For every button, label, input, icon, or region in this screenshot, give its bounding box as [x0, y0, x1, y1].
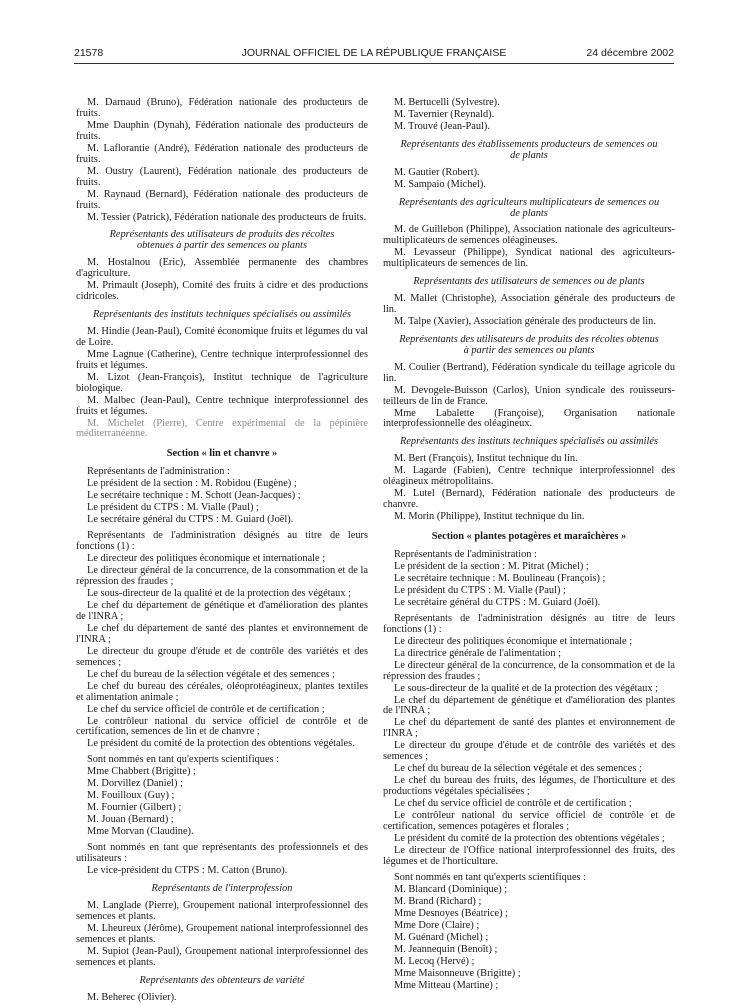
paragraph: M. Bertucelli (Sylvestre). [394, 97, 500, 108]
paragraph: Représentants de l'administration désignés au titre de leurs fonctions (1) : [76, 530, 368, 553]
paragraph: M. Tessier (Patrick), Fédération nationale des producteurs de fruits. [87, 211, 367, 223]
paragraph: M. de Guillebon (Philippe), Association nationale des agriculteurs-multiplicateurs de semences oléagineuses. [383, 224, 675, 247]
paragraph: M. Brand (Richard) ; [394, 895, 482, 907]
paragraph: Le chef du département de santé des plantes et environnement de l'INRA ; [383, 717, 675, 740]
paragraph: Mme Maisonneuve (Brigitte) ; [394, 967, 521, 979]
paragraph: Le président du comité de la protection des obtentions végétales. [87, 738, 355, 750]
paragraph: Le sous-directeur de la qualité et de la protection des végétaux ; [394, 682, 658, 694]
paragraph: M. Fouilloux (Guy) ; [87, 790, 175, 802]
paragraph: M. Fournier (Gilbert) ; [87, 802, 182, 814]
paragraph: Le secrétaire technique : M. Schott (Jean-Jacques) ; [87, 490, 301, 502]
paragraph: Mme Chabbert (Brigitte) ; [87, 766, 196, 778]
paragraph: M. Lecoq (Hervé) ; [394, 955, 475, 967]
subheading: Représentants des instituts techniques spécialisés ou assimilés [400, 436, 658, 448]
paragraph: M. Hostalnou (Eric), Assemblée permanente des chambres d'agriculture. [76, 257, 368, 280]
paragraph: Le directeur général de la concurrence, de la consommation et de la répression des fraudes ; [383, 659, 675, 682]
paragraph: Le secrétaire général du CTPS : M. Guiard (Joël). [87, 514, 294, 526]
paragraph: M. Michelet (Pierre), Centre expérimental de la pépinière méditerranéenne. [76, 417, 368, 440]
paragraph: M. Trouvé (Jean-Paul). [394, 121, 490, 132]
subheading: Représentants des utilisateurs de produits des récoltes obtenus à partir des semences ou plants [399, 333, 659, 356]
paragraph: M. Talpe (Xavier), Association générale des producteurs de lin. [394, 315, 656, 327]
header-rule [74, 63, 674, 64]
paragraph: Mme Desnoyes (Béatrice) ; [394, 907, 509, 919]
paragraph: Le président du comité de la protection des obtentions végétales ; [394, 833, 665, 845]
subheading: Représentants des agriculteurs multiplicateurs de semences ou de plants [398, 196, 660, 219]
paragraph: M. Lizot (Jean-François), Institut technique de l'agriculture biologique. [76, 371, 368, 394]
paragraph: Le secrétaire général du CTPS : M. Guiard (Joël). [394, 596, 601, 608]
paragraph: Le président de la section : M. Robidou (Eugène) ; [87, 478, 297, 490]
paragraph: M. Blancard (Dominique) ; [394, 883, 508, 895]
paragraph: M. Jouan (Bernard) ; [87, 814, 174, 826]
paragraph: M. Tavernier (Reynald). [394, 109, 495, 120]
journal-title: JOURNAL OFFICIEL DE LA RÉPUBLIQUE FRANÇAISE [241, 47, 507, 59]
subheading: Représentants de l'interprofession [151, 883, 293, 895]
paragraph: Le contrôleur national du service officiel de contrôle et de certification, semences potagères et florales ; [383, 810, 675, 833]
paragraph: M. Hindie (Jean-Paul), Comité économique fruits et légumes du val de Loire. [76, 325, 368, 348]
paragraph: Mme Dore (Claire) ; [394, 919, 480, 931]
subheading: Représentants des instituts techniques spécialisés ou assimilés [93, 308, 351, 320]
subheading: Représentants des utilisateurs de semences ou de plants [413, 276, 645, 288]
paragraph: M. Beherec (Olivier). [87, 991, 177, 1003]
paragraph: M. Dorvillez (Daniel) ; [87, 778, 183, 790]
paragraph: Mme Dauphin (Dynah), Fédération nationale des producteurs de fruits. [76, 119, 368, 142]
publication-date: 24 décembre 2002 [586, 47, 674, 59]
paragraph: Représentants de l'administration : [87, 466, 230, 478]
paragraph: Le chef du bureau de la sélection végétale et des semences ; [394, 763, 642, 775]
paragraph: Le contrôleur national du service officiel de contrôle et de certification, semences de lin et de chanvre ; [76, 715, 368, 738]
subheading: Représentants des obtenteurs de variété [139, 974, 305, 986]
paragraph: Le sous-directeur de la qualité et de la protection des végétaux ; [87, 587, 351, 599]
subheading: Représentants des établissements producteurs de semences ou de plants [400, 138, 658, 161]
paragraph: M. Lheureux (Jérôme), Groupement national interprofessionnel des semences et plants. [76, 922, 368, 945]
paragraph: Sont nommés en tant qu'experts scientifiques : [87, 754, 280, 766]
paragraph: Le président de la section : M. Pitrat (Michel) ; [394, 560, 589, 572]
paragraph: M. Supiot (Jean-Paul), Groupement national interprofessionnel des semences et plants. [76, 945, 368, 968]
paragraph: M. Guénard (Michel) ; [394, 931, 489, 943]
paragraph: Le chef du service officiel de contrôle et de certification ; [394, 798, 632, 810]
right-column [383, 98, 675, 993]
paragraph: Le directeur des politiques économique et internationale ; [87, 553, 326, 565]
paragraph: Le chef du bureau de la sélection végétale et des semences ; [87, 668, 335, 680]
section-heading: Section « plantes potagères et maraîchères » [431, 530, 627, 542]
paragraph: Le directeur de l'Office national interprofessionnel des fruits, des légumes et de l'horticulture. [383, 845, 675, 867]
paragraph: Le chef du service officiel de contrôle et de certification ; [87, 703, 325, 715]
paragraph: Le chef du département de génétique et d'amélioration des plantes de l'INRA ; [383, 694, 675, 717]
paragraph: M. Coulier (Bertrand), Fédération syndicale du teillage agricole du lin. [383, 361, 675, 384]
paragraph: Représentants de l'administration désignés au titre de leurs fonctions (1) : [383, 612, 675, 635]
paragraph: M. Gautier (Robert). [394, 166, 480, 178]
paragraph: M. Laflorantie (André), Fédération nationale des producteurs de fruits. [76, 142, 368, 165]
paragraph: Le chef du département de génétique et d'amélioration des plantes de l'INRA ; [76, 599, 368, 622]
paragraph: Le secrétaire technique : M. Boulineau (François) ; [394, 572, 606, 584]
paragraph: Le chef du département de santé des plantes et environnement de l'INRA ; [76, 622, 368, 645]
paragraph: Le directeur du groupe d'étude et de contrôle des variétés et des semences ; [383, 740, 675, 763]
paragraph: M. Mallet (Christophe), Association générale des producteurs de lin. [383, 293, 675, 315]
paragraph: Le directeur des politiques économique et internationale ; [394, 635, 633, 647]
paragraph: Le vice-président du CTPS : M. Catton (Bruno). [87, 865, 288, 877]
paragraph: M. Devogele-Buisson (Carlos), Union syndicale des rouisseurs-teilleurs de lin de France. [383, 384, 675, 407]
paragraph: M. Darnaud (Bruno), Fédération nationale des producteurs de fruits. [76, 97, 368, 119]
paragraph: Le directeur du groupe d'étude et de contrôle des variétés et des semences ; [76, 645, 368, 668]
paragraph: Mme Labalette (Françoise), Organisation nationale interprofessionnelle des oléagineux. [383, 407, 675, 430]
page-number: 21578 [74, 47, 104, 59]
paragraph: M. Primault (Joseph), Comité des fruits à cidre et des productions cidricoles. [76, 280, 368, 303]
paragraph: M. Morin (Philippe), Institut technique du lin. [394, 511, 585, 523]
paragraph: M. Levasseur (Philippe), Syndicat national des agriculteurs-multiplicateurs de semences de lin. [383, 247, 675, 270]
paragraph: Le directeur général de la concurrence, de la consommation et de la répression des fraudes ; [76, 565, 368, 587]
paragraph: Représentants de l'administration : [394, 548, 537, 560]
paragraph: Sont nommés en tant que représentants des professionnels et des utilisateurs : [76, 842, 368, 865]
paragraph: M. Sampaio (Michel). [394, 178, 486, 190]
section-heading: Section « lin et chanvre » [166, 448, 278, 460]
left-column [76, 98, 368, 1005]
paragraph: M. Oustry (Laurent), Fédération nationale des producteurs de fruits. [76, 165, 368, 188]
page-header [74, 47, 674, 63]
paragraph: Le chef du bureau des fruits, des légumes, de l'horticulture et des productions végétales spécialisées ; [383, 775, 675, 798]
paragraph: M. Malbec (Jean-Paul), Centre technique interprofessionnel des fruits et légumes. [76, 394, 368, 417]
paragraph: Le chef du bureau des céréales, oléoprotéagineux, plantes textiles et alimentation animale ; [76, 680, 368, 703]
paragraph: Mme Lagnue (Catherine), Centre technique interprofessionnel des fruits et légumes. [76, 348, 368, 371]
paragraph: Le président du CTPS : M. Vialle (Paul) ; [394, 584, 566, 596]
paragraph: Sont nommés en tant qu'experts scientifiques : [394, 871, 587, 883]
paragraph: M. Jeannequin (Benoît) ; [394, 943, 498, 955]
paragraph: M. Lutel (Bernard), Fédération nationale des producteurs de chanvre. [383, 488, 675, 511]
paragraph: M. Bert (François), Institut technique du lin. [394, 453, 578, 465]
paragraph: La directrice générale de l'alimentation ; [394, 647, 561, 659]
paragraph: Le président du CTPS : M. Vialle (Paul) ; [87, 502, 259, 514]
paragraph: M. Langlade (Pierre), Groupement national interprofessionnel des semences et plants. [76, 900, 368, 922]
paragraph: Mme Morvan (Claudine). [87, 826, 194, 838]
paragraph: Mme Mitteau (Martine) ; [394, 979, 499, 991]
subheading: Représentants des utilisateurs de produits des récoltes obtenues à partir des semences ou plants [109, 229, 335, 252]
paragraph: M. Lagarde (Fabien), Centre technique interprofessionnel des oléagineux métropolitains. [383, 465, 675, 488]
paragraph: M. Raynaud (Bernard), Fédération nationale des producteurs de fruits. [76, 188, 368, 211]
